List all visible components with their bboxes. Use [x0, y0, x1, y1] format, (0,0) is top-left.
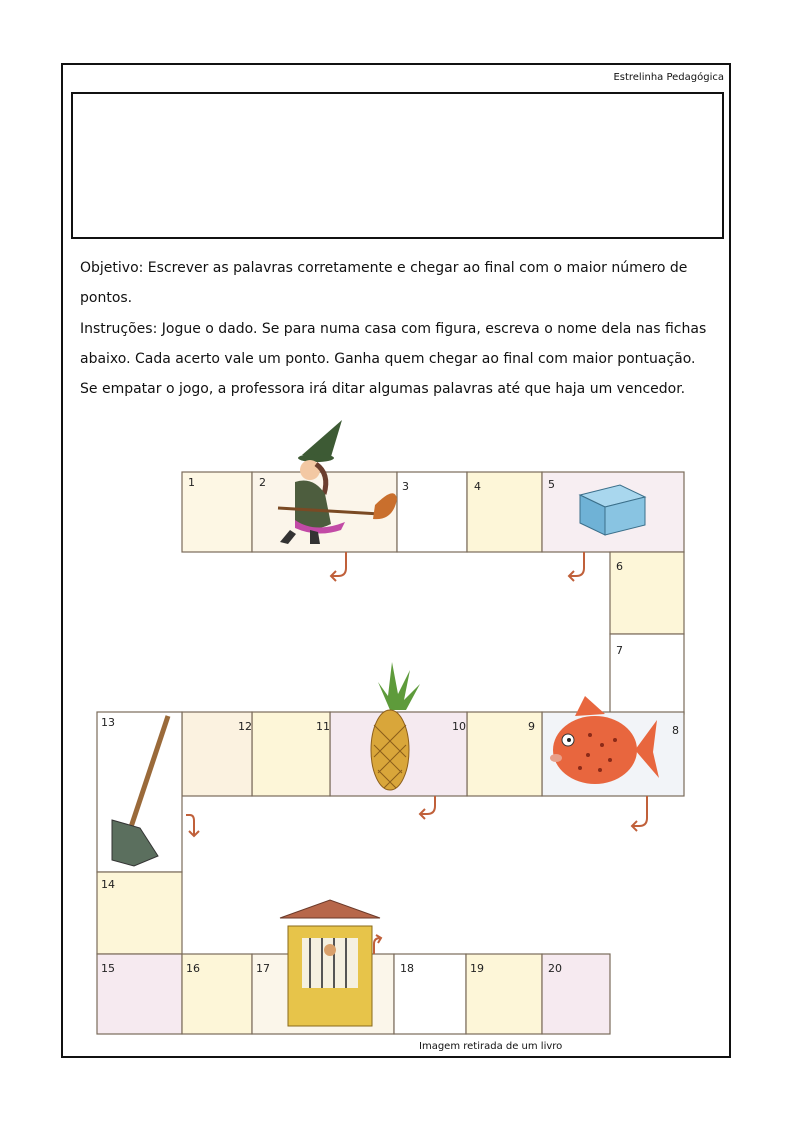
instructions-text	[80, 314, 712, 404]
objective-line: Objetivo: Escrever as palavras corretamente e chegar ao final com o maior número de	[80, 260, 688, 276]
cell-number: 19	[470, 962, 484, 975]
objective-text	[80, 253, 712, 313]
cell-number: 12	[238, 720, 252, 733]
cell-number: 9	[528, 720, 535, 733]
instructions-line: Se empatar o jogo, a professora irá ditar algumas palavras até que haja um vencedor.	[80, 381, 686, 397]
cell-number: 4	[474, 480, 481, 493]
image-caption: Imagem retirada de um livro	[419, 1041, 563, 1052]
cell-number: 2	[259, 476, 266, 489]
cell-number: 14	[101, 878, 115, 891]
brand-label: Estrelinha Pedagógica	[613, 72, 724, 83]
cell-number: 11	[316, 720, 330, 733]
instructions-line: Instruções: Jogue o dado. Se para numa casa com figura, escreva o nome dela nas fichas	[80, 321, 707, 337]
cell-number: 8	[672, 724, 679, 737]
cell-number: 18	[400, 962, 414, 975]
cell-number: 1	[188, 476, 195, 489]
cell-number: 6	[616, 560, 623, 573]
cell-number: 3	[402, 480, 409, 493]
cell-number: 15	[101, 962, 115, 975]
game-board	[90, 410, 710, 1050]
instructions-line: abaixo. Cada acerto vale um ponto. Ganha quem chegar ao final com maior pontuação.	[80, 351, 696, 367]
cell-number: 10	[452, 720, 466, 733]
objective-line: pontos.	[80, 290, 133, 306]
cell-number: 5	[548, 478, 555, 491]
title-box[interactable]	[71, 92, 724, 239]
cell-number: 16	[186, 962, 200, 975]
cell-number: 17	[256, 962, 270, 975]
cell-number: 7	[616, 644, 623, 657]
cell-number: 20	[548, 962, 562, 975]
cell-number: 13	[101, 716, 115, 729]
box-icon	[580, 485, 645, 535]
